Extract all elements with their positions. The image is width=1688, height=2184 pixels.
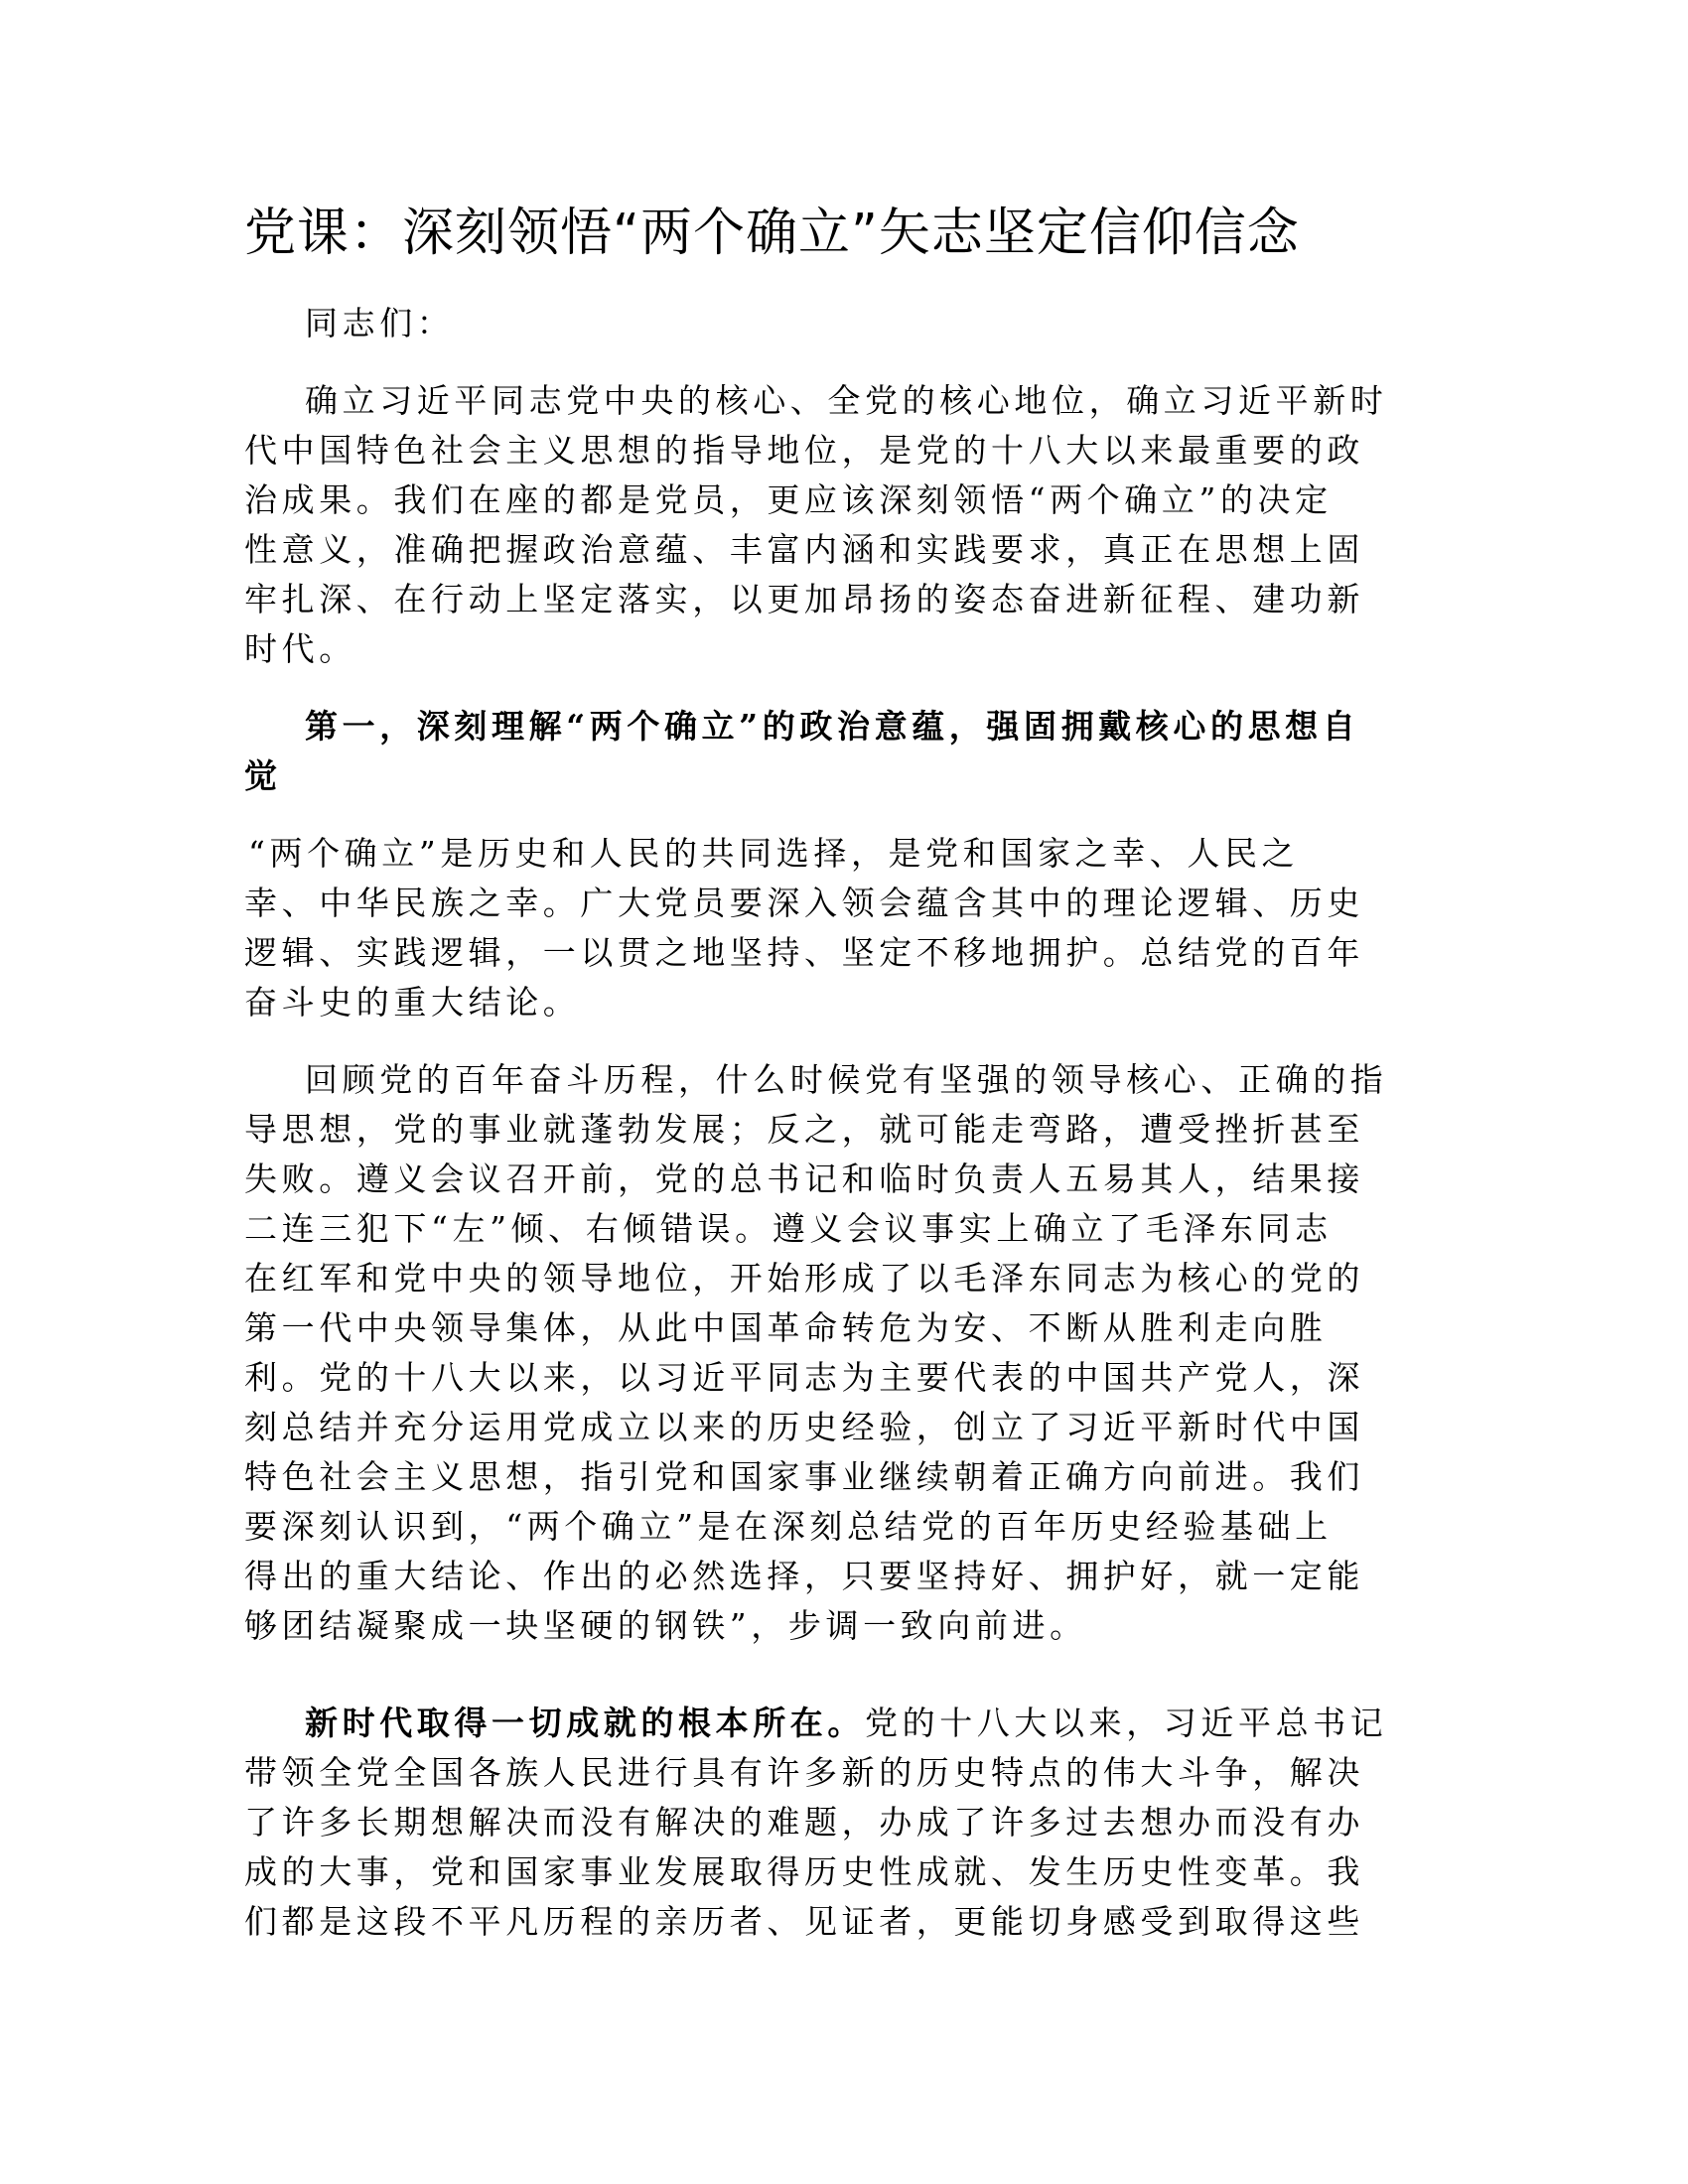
text-line: 逻辑、实践逻辑，一以贯之地坚持、坚定不移地拥护。总结党的百年 <box>244 933 1364 972</box>
text-line: 幸、中华民族之幸。广大党员要深入领会蕴含其中的理论逻辑、历史 <box>244 884 1364 922</box>
text-line: 在红军和党中央的领导地位，开始形成了以毛泽东同志为核心的党的 <box>244 1259 1364 1297</box>
text-line: 导思想，党的事业就蓬勃发展；反之，就可能走弯路，遭受挫折甚至 <box>244 1110 1364 1149</box>
text-line: 治成果。我们在座的都是党员，更应该深刻领悟“两个确立”的决定 <box>244 480 1333 519</box>
text-line: 要深刻认识到，“两个确立”是在深刻总结党的百年历史经验基础上 <box>244 1507 1333 1546</box>
text-line: 利。党的十八大以来，以习近平同志为主要代表的中国共产党人，深 <box>244 1358 1364 1397</box>
text-line <box>305 1704 1387 1743</box>
text-line: “两个确立”是历史和人民的共同选择，是党和国家之幸、人民之 <box>248 834 1300 873</box>
greeting: 同志们： <box>305 304 455 342</box>
line-rest: 党的十八大以来，习近平总书记 <box>865 1704 1388 1742</box>
text-line: 第一代中央领导集体，从此中国革命转危为安、不断从胜利走向胜 <box>244 1308 1328 1347</box>
text-line: 确立习近平同志党中央的核心、全党的核心地位，确立习近平新时 <box>305 381 1388 420</box>
text-line: 了许多长期想解决而没有解决的难题，办成了许多过去想办而没有办 <box>244 1803 1364 1842</box>
text-line: 代中国特色社会主义思想的指导地位，是党的十八大以来最重要的政 <box>244 431 1364 470</box>
text-line: 成的大事，党和国家事业发展取得历史性成就、发生历史性变革。我 <box>244 1852 1364 1891</box>
text-line: 得出的重大结论、作出的必然选择，只要坚持好、拥护好，就一定能 <box>244 1557 1364 1595</box>
document-title: 党课：深刻领悟“两个确立”矢志坚定信仰信念 <box>244 204 1300 263</box>
text-line: 够团结凝聚成一块坚硬的钢铁”，步调一致向前进。 <box>244 1606 1087 1645</box>
text-line: 二连三犯下“左”倾、右倾错误。遵义会议事实上确立了毛泽东同志 <box>244 1209 1333 1248</box>
text-line: 刻总结并充分运用党成立以来的历史经验，创立了习近平新时代中国 <box>244 1408 1364 1446</box>
text-line: 们都是这段不平凡历程的亲历者、见证者，更能切身感受到取得这些 <box>244 1902 1364 1941</box>
text-line: 失败。遵义会议召开前，党的总书记和临时负责人五易其人，结果接 <box>244 1160 1364 1198</box>
text-line: 牢扎深、在行动上坚定落实，以更加昂扬的姿态奋进新征程、建功新 <box>244 580 1364 618</box>
text-line: 奋斗史的重大结论。 <box>244 983 581 1022</box>
bold-lead: 新时代取得一切成就的根本所在。 <box>305 1704 865 1742</box>
text-line: 性意义，准确把握政治意蕴、丰富内涵和实践要求，真正在思想上固 <box>244 530 1364 569</box>
heading-line: 第一，深刻理解“两个确立”的政治意蕴，强固拥戴核心的思想自 <box>305 707 1360 746</box>
text-line: 回顾党的百年奋斗历程，什么时候党有坚强的领导核心、正确的指 <box>305 1060 1388 1099</box>
text-line: 时代。 <box>244 629 356 668</box>
text-line: 带领全党全国各族人民进行具有许多新的历史特点的伟大斗争，解决 <box>244 1753 1364 1792</box>
text-line: 特色社会主义思想，指引党和国家事业继续朝着正确方向前进。我们 <box>244 1457 1364 1496</box>
heading-line: 觉 <box>244 756 282 795</box>
